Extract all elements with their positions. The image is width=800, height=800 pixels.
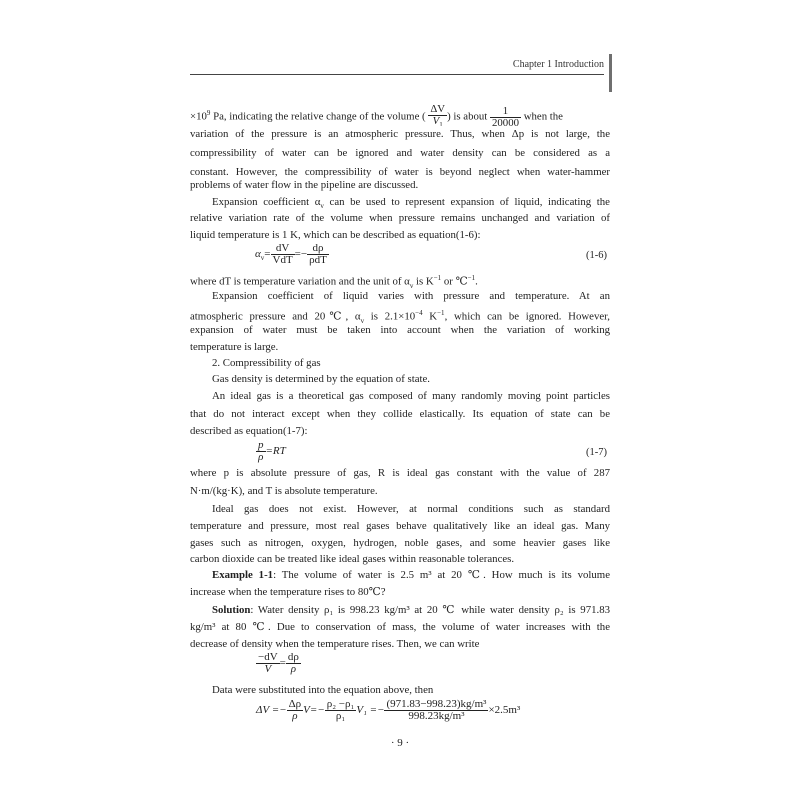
fraction-numerator: 1 [490,106,521,118]
text-line: Ideal gas does not exist. However, at normal conditions such as standard [212,503,610,515]
text-line: decrease of density when the temperature rises. Then, we can write [190,638,480,650]
text-line: Gas density is determined by the equation of state. [212,373,430,385]
text-line: relative variation rate of the volume when pressure remains unchanged and variation of [190,212,610,224]
text-line: Data were substituted into the equation above, then [212,684,434,696]
fraction-numerator: dV [271,243,295,255]
text-span: can be used to represent expansion of liquid, indicating the [323,196,610,208]
fraction-denominator: ρdT [309,254,327,266]
text-line: Expansion coefficient of liquid varies with pressure and temperature. At an [212,290,610,302]
fraction-numerator: (971.83−998.23)kg/m³ [386,698,487,710]
fraction [287,699,304,722]
fraction-numerator: ρ₂ −ρ₁ [326,698,355,710]
superscript: −1 [467,274,476,282]
fraction-numerator: Δρ [288,698,302,710]
fraction-numerator: dρ [287,651,299,663]
equation-operator: =− [294,248,308,261]
solution-label: Solution [212,604,251,616]
equation-operator: = [264,248,271,261]
fraction [271,243,295,266]
page-number: · 9 · [390,737,410,749]
text-span: ) is about [447,110,488,123]
superscript: −1 [437,309,445,317]
text-span: atmospheric pressure and 20℃, α [190,310,361,323]
running-header [190,54,604,75]
fraction-denominator: V [264,663,272,675]
equation-number: (1-7) [586,447,607,458]
fraction [307,243,329,266]
text-span: : Water density ρ₁ is 998.23 kg/m³ at 20 ℃ while water density ρ₂ is 971.83 [250,604,610,616]
text-line: kg/m³ at 80 ℃. Due to conservation of mass, the volume of water increases with the [190,621,610,633]
fraction [256,652,280,675]
text-line: carbon dioxide can be treated like ideal gases within reasonable tolerances. [190,553,515,565]
fraction-denominator: VdT [272,254,293,266]
equation-term: ×2.5m³ [488,704,521,717]
fraction [325,699,357,722]
text-line: variation of the pressure is an atmospheric pressure. Thus, when Δp is not large, the [190,128,610,140]
text-line: increase when the temperature rises to 80℃? [190,586,386,598]
example-label: Example 1-1 [212,569,274,581]
fraction-numerator: dρ [307,243,329,255]
text-line: temperature is large. [190,341,279,353]
example-line [212,569,610,582]
text-line: problems of water flow in the pipeline are discussed. [190,179,419,191]
text-span: : The volume of water is 2.5 m³ at 20 ℃. How much is its volume [273,569,610,581]
text-span: K [422,310,438,323]
subscript: v [260,254,265,263]
text-line [212,196,610,213]
equation-1-6 [255,243,329,266]
fraction-denominator [428,116,447,126]
page-edge-bar [609,54,612,92]
text-span: , which can be ignored. However, [444,310,610,323]
text-line: expansion of water must be taken into account when the variation of working [190,324,610,336]
superscript: 9 [206,109,211,117]
superscript: −4 [415,309,423,317]
text-span: when the [523,110,563,123]
fraction [256,440,266,463]
fraction-numerator: p [258,439,264,451]
subscript: v [320,202,324,211]
equation-rhs: =RT [265,445,286,458]
text-line: constant. However, the compressibility of water is beyond neglect when water-hammer [190,166,610,178]
subscript: v [409,281,414,290]
text-line: gases such as nitrogen, oxygen, hydrogen, noble gases, and some heavier gases like [190,537,610,549]
fraction-dv-over-v1 [428,104,447,126]
fraction-one-over-20000 [490,106,521,126]
text-span: where dT is temperature variation and the unit of α [190,275,410,288]
equation-operator: = [279,657,286,670]
solution-line [212,604,610,617]
fraction-denominator-var: V [432,114,440,126]
equation-term: V₁ =− [356,704,385,717]
fraction-denominator: ρ [292,710,298,722]
fraction-denominator: ρ₁ [335,710,346,722]
fraction-numerator: −dV [258,651,278,663]
text-span: Expansion coefficient α [212,196,321,208]
text-line: N·m/(kg·K), and T is absolute temperature. [190,485,378,497]
text-line: that do not interact except when they collide elastically. Its equation of state can be [190,408,610,420]
equation-lhs: ΔV =− [256,704,287,717]
fraction-denominator: ρ [290,663,297,675]
fraction-numerator: ΔV [430,102,446,115]
fraction [384,699,488,722]
section-heading: 2. Compressibility of gas [212,357,321,369]
text-span: is 2.1×10 [364,310,416,323]
subscript: v [360,316,365,325]
text-line: compressibility of water can be ignored and water density can be considered as a [190,147,610,159]
fraction-denominator: ρ [258,451,264,463]
text-line: described as equation(1-7): [190,425,308,437]
text-line: liquid temperature is 1 K, which can be described as equation(1-6): [190,229,481,241]
text-line [190,100,610,126]
equation-symbol: α [255,248,261,261]
fraction-denominator: 20000 [492,116,519,126]
equation-number: (1-6) [586,250,607,261]
text-line: An ideal gas is a theoretical gas composed of many randomly moving point particles [212,390,610,402]
text-line: temperature and pressure, most real gases behave qualitatively like an ideal gas. Many [190,520,610,532]
equation-substitution [256,699,520,722]
running-title: Chapter 1 Introduction [512,59,604,70]
fraction-denominator: 998.23kg/m³ [408,710,465,722]
equation-volume-density [256,652,301,675]
equation-1-7 [256,440,286,463]
equation-term: V=− [303,704,325,717]
text-span: . [475,275,478,288]
text-span: Pa, indicating the relative change of the volume ( [210,110,426,123]
text-span: ×10 [190,110,207,123]
fraction [286,652,301,675]
subscript: 1 [439,120,443,126]
text-line: where p is absolute pressure of gas, R is ideal gas constant with the value of 287 [190,467,610,479]
superscript: −1 [433,274,442,282]
text-span: is K [413,275,434,288]
text-span: or ℃ [441,275,468,288]
